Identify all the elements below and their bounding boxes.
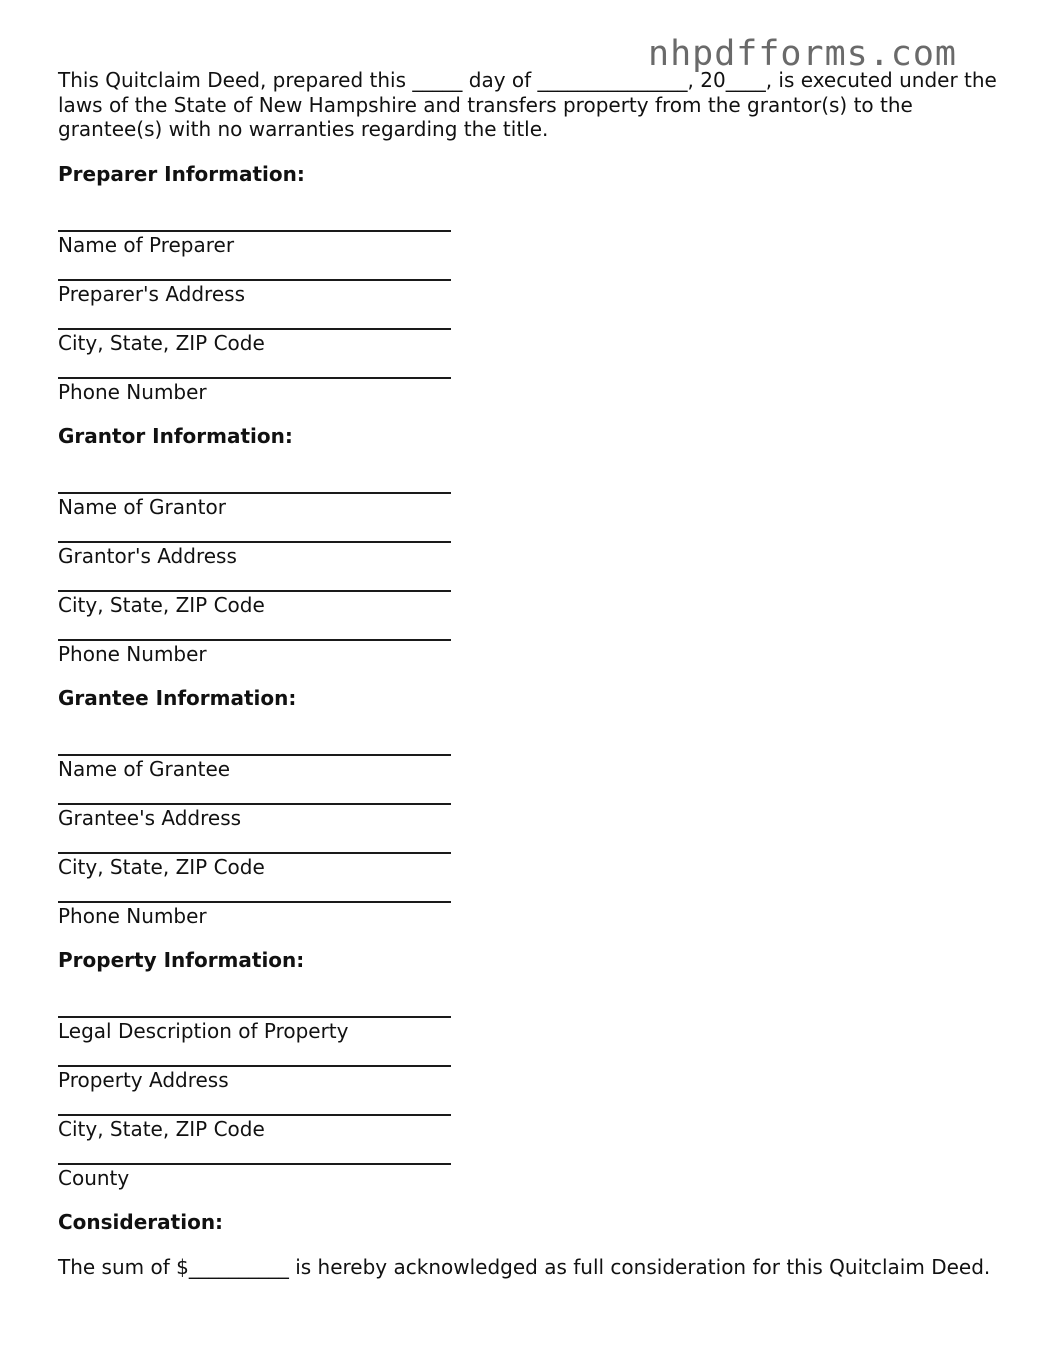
field-label: Phone Number: [58, 380, 207, 404]
field-label: Phone Number: [58, 642, 207, 666]
intro-paragraph: This Quitclaim Deed, prepared this _____ day of _______________, 20____, is executed under the laws of the State of New Hampshire and transfers property from the grantor(s) to the grantee(s) with no warranties regarding the title.: [58, 68, 997, 141]
property-address-field[interactable]: [58, 1065, 451, 1091]
grantor-city-state-zip-field[interactable]: [58, 590, 451, 616]
site-watermark: nhpdfforms.com: [648, 34, 958, 74]
grantee-heading: Grantee Information:: [58, 686, 297, 710]
preparer-heading: Preparer Information:: [58, 162, 305, 186]
property-city-state-zip-field[interactable]: [58, 1114, 451, 1140]
field-label: Grantor's Address: [58, 544, 237, 568]
field-label: City, State, ZIP Code: [58, 855, 265, 879]
field-label: Name of Preparer: [58, 233, 235, 257]
consideration-heading: Consideration:: [58, 1210, 224, 1234]
field-label: City, State, ZIP Code: [58, 593, 265, 617]
grantee-city-state-zip-field[interactable]: [58, 852, 451, 878]
field-label: Grantee's Address: [58, 806, 242, 830]
field-label: Phone Number: [58, 904, 207, 928]
grantor-phone-field[interactable]: [58, 639, 451, 665]
grantee-phone-field[interactable]: [58, 901, 451, 927]
preparer-name-field[interactable]: [58, 230, 451, 256]
property-legal-description-field[interactable]: [58, 1016, 451, 1042]
grantor-address-field[interactable]: [58, 541, 451, 567]
field-label: City, State, ZIP Code: [58, 331, 265, 355]
field-label: City, State, ZIP Code: [58, 1117, 265, 1141]
field-label: County: [58, 1166, 130, 1190]
field-label: Name of Grantee: [58, 757, 231, 781]
preparer-phone-field[interactable]: [58, 377, 451, 403]
grantee-address-field[interactable]: [58, 803, 451, 829]
grantor-heading: Grantor Information:: [58, 424, 293, 448]
property-county-field[interactable]: [58, 1163, 451, 1189]
grantor-name-field[interactable]: [58, 492, 451, 518]
grantee-name-field[interactable]: [58, 754, 451, 780]
consideration-text: The sum of $__________ is hereby acknowledged as full consideration for this Quitclaim Deed.: [58, 1255, 991, 1279]
field-label: Name of Grantor: [58, 495, 226, 519]
field-label: Preparer's Address: [58, 282, 245, 306]
preparer-address-field[interactable]: [58, 279, 451, 305]
field-label: Legal Description of Property: [58, 1019, 349, 1043]
property-heading: Property Information:: [58, 948, 305, 972]
preparer-city-state-zip-field[interactable]: [58, 328, 451, 354]
field-label: Property Address: [58, 1068, 229, 1092]
